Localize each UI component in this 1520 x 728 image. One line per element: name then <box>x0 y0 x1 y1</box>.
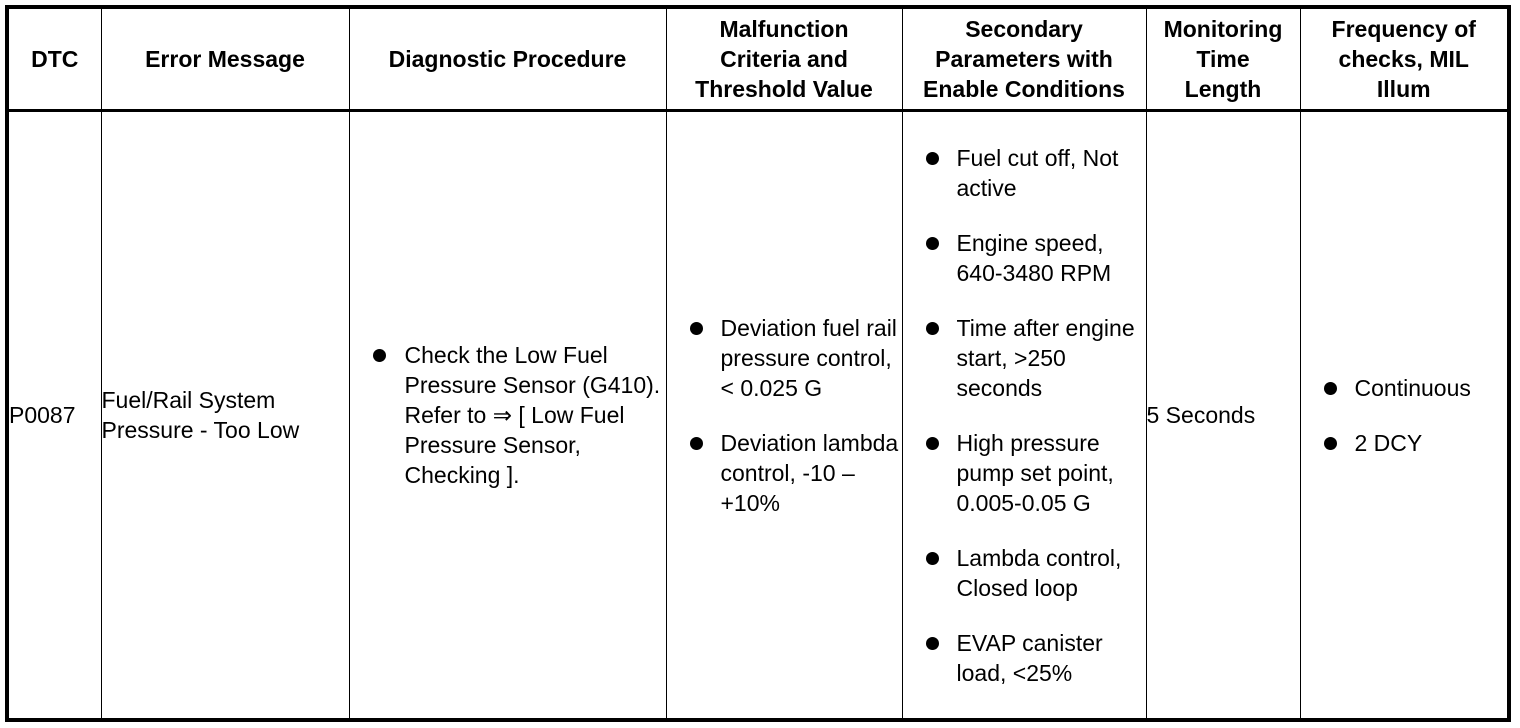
bullet-icon <box>690 322 703 335</box>
list-item: Time after engine start, >250 seconds <box>903 313 1146 403</box>
cell-error-message <box>101 111 349 721</box>
criteria-list <box>667 313 902 518</box>
secondary-list <box>903 143 1146 688</box>
header-dtc: DTC <box>7 7 101 111</box>
cell-dtc <box>7 111 101 721</box>
bullet-icon <box>926 437 939 450</box>
cell-diagnostic-procedure <box>349 111 666 721</box>
bullet-icon <box>373 349 386 362</box>
header-secondary-parameters: Secondary Parameters with Enable Conditions <box>902 7 1146 111</box>
table-row <box>7 111 1509 721</box>
header-error-message: Error Message <box>101 7 349 111</box>
monitoring-time-text: 5 Seconds <box>1146 402 1256 428</box>
cell-frequency <box>1300 111 1509 721</box>
list-item: Lambda control, Closed loop <box>903 543 1146 603</box>
error-message-text: Fuel/Rail System Pressure - Too Low <box>101 387 300 443</box>
list-item: 2 DCY <box>1301 428 1508 458</box>
list-item: Fuel cut off, Not active <box>903 143 1146 203</box>
list-item: EVAP canister load, <25% <box>903 628 1146 688</box>
header-malfunction-criteria: Malfunction Criteria and Threshold Value <box>666 7 902 111</box>
header-row <box>7 7 1509 111</box>
list-item: Continuous <box>1301 373 1508 403</box>
list-item: Deviation lambda control, -10 – +10% <box>667 428 902 518</box>
bullet-icon <box>926 637 939 650</box>
list-item: Engine speed, 640-3480 RPM <box>903 228 1146 288</box>
bullet-icon <box>926 237 939 250</box>
list-item: Check the Low Fuel Pressure Sensor (G410). Refer to ⇒ [ Low Fuel Pressure Sensor, Checking ]. <box>350 340 666 490</box>
cell-malfunction-criteria <box>666 111 902 721</box>
bullet-icon <box>1324 382 1337 395</box>
header-diagnostic-procedure: Diagnostic Procedure <box>349 7 666 111</box>
dtc-code: P0087 <box>9 402 76 428</box>
header-frequency: Frequency of checks, MIL Illum <box>1300 7 1509 111</box>
cell-secondary-parameters <box>902 111 1146 721</box>
bullet-icon <box>1324 437 1337 450</box>
procedure-list <box>350 340 666 490</box>
bullet-icon <box>926 152 939 165</box>
header-monitoring-time: Monitoring Time Length <box>1146 7 1300 111</box>
dtc-table <box>5 5 1511 722</box>
bullet-icon <box>926 552 939 565</box>
list-item: Deviation fuel rail pressure control, < 0.025 G <box>667 313 902 403</box>
frequency-list <box>1301 373 1508 458</box>
list-item: High pressure pump set point, 0.005-0.05 G <box>903 428 1146 518</box>
cell-monitoring-time <box>1146 111 1300 721</box>
bullet-icon <box>690 437 703 450</box>
bullet-icon <box>926 322 939 335</box>
